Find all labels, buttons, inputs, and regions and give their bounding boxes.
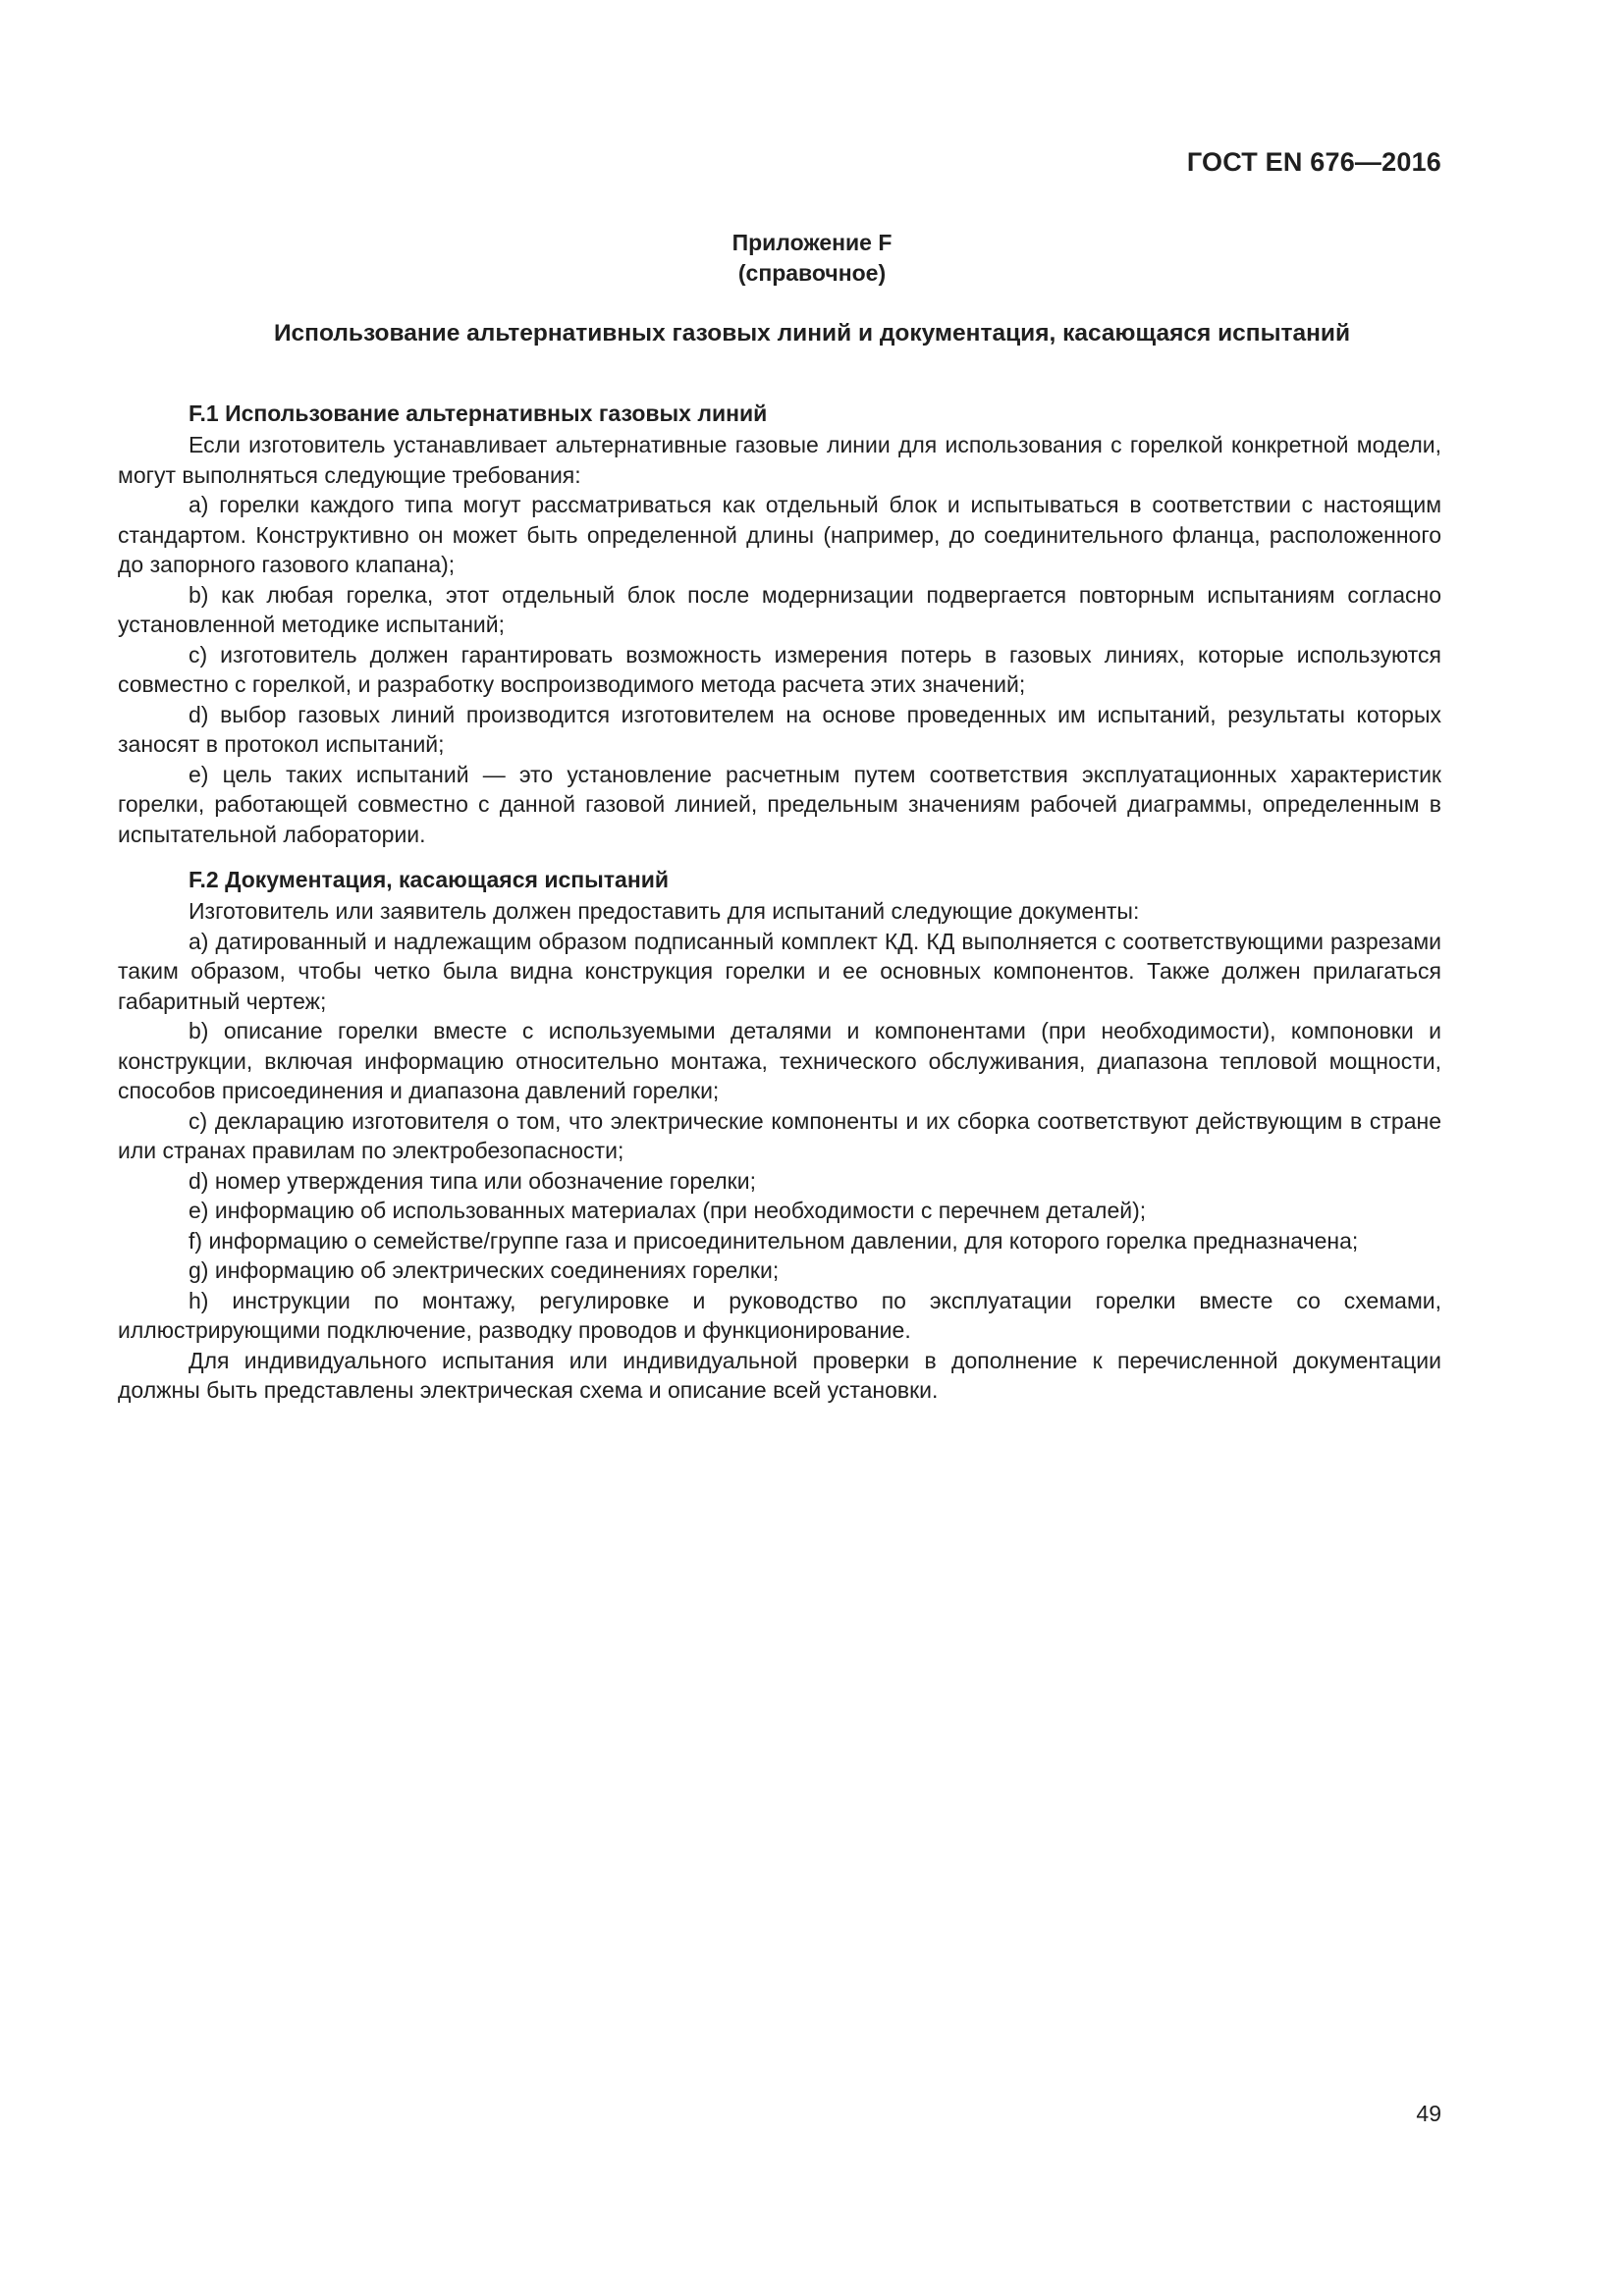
list-item: d) выбор газовых линий производится изготовителем на основе проведенных им испытаний, результаты которых заносят в протокол испытаний; — [118, 701, 1441, 757]
list-item: e) цель таких испытаний — это установление расчетным путем соответствия эксплуатационных характеристик горелки, работающей совместно с данной газовой линией, предельным значениям рабочей диаграммы, определенным в испытательной лаборатории. — [118, 761, 1441, 847]
section-heading: F.1 Использование альтернативных газовых линий — [189, 400, 768, 426]
document-body — [118, 397, 1441, 1406]
list-item: b) описание горелки вместе с используемыми деталями и компонентами (при необходимости), компоновки и конструкции, включая информацию относительно монтажа, технического обслуживания, диапазона тепловой мощности, способов присоединения и диапазона давлений горелки; — [118, 1018, 1441, 1103]
list-item: e) информацию об использованных материалах (при необходимости с перечнем деталей); — [189, 1198, 1147, 1223]
list-item: c) декларацию изготовителя о том, что электрические компоненты и их сборка соответствуют действующим в стране или странах правилам по электробезопасности; — [118, 1107, 1441, 1163]
list-item: f) информацию о семействе/группе газа и присоединительном давлении, для которого горелка предназначена; — [189, 1227, 1359, 1254]
paragraph: Изготовитель или заявитель должен предоставить для испытаний следующие документы: — [189, 898, 1140, 924]
list-item: a) датированный и надлежащим образом подписанный комплект КД. КД выполняется с соответствующими разрезами таким образом, чтобы четко была видна конструкция горелки и ее основных компонентов. Также должен прилагаться габаритный чертеж; — [118, 928, 1441, 1014]
annex-status: (справочное) — [737, 260, 887, 286]
paragraph: Если изготовитель устанавливает альтернативные газовые линии для использования с горелкой конкретной модели, могут выполняться следующие требования: — [118, 432, 1441, 488]
section-f1 — [118, 397, 1441, 849]
paragraph: Для индивидуального испытания или индивидуальной проверки в дополнение к перечисленной документации должны быть представлены электрическая схема и описание всей установки. — [118, 1347, 1441, 1403]
standard-code: ГОСТ EN 676—2016 — [1186, 147, 1441, 177]
list-item: c) изготовитель должен гарантировать возможность измерения потерь в газовых линиях, которые используются совместно с горелкой, и разработку воспроизводимого метода расчета этих значений; — [118, 641, 1441, 697]
list-item: b) как любая горелка, этот отдельный блок после модернизации подвергается повторным испытаниям согласно установленной методике испытаний; — [118, 581, 1441, 637]
list-item: d) номер утверждения типа или обозначение горелки; — [189, 1167, 756, 1194]
annex-heading — [0, 228, 1624, 289]
section-heading: F.2 Документация, касающаяся испытаний — [189, 867, 670, 892]
section-f2 — [118, 863, 1441, 1406]
document-title: Использование альтернативных газовых линий и документация, касающаяся испытаний — [273, 320, 1351, 347]
annex-label: Приложение F — [731, 230, 893, 255]
page-number: 49 — [1416, 2101, 1441, 2126]
list-item: a) горелки каждого типа могут рассматриваться как отдельный блок и испытываться в соответствии с настоящим стандартом. Конструктивно он может быть определенной длины (например, до соединительного фланца, расположенного до запорного газового клапана); — [118, 492, 1441, 577]
list-item: g) информацию об электрических соединениях горелки; — [189, 1257, 780, 1283]
list-item: h) инструкции по монтажу, регулировке и руководство по эксплуатации горелки вместе со схемами, иллюстрирующими подключение, разводку проводов и функционирование. — [118, 1287, 1441, 1343]
